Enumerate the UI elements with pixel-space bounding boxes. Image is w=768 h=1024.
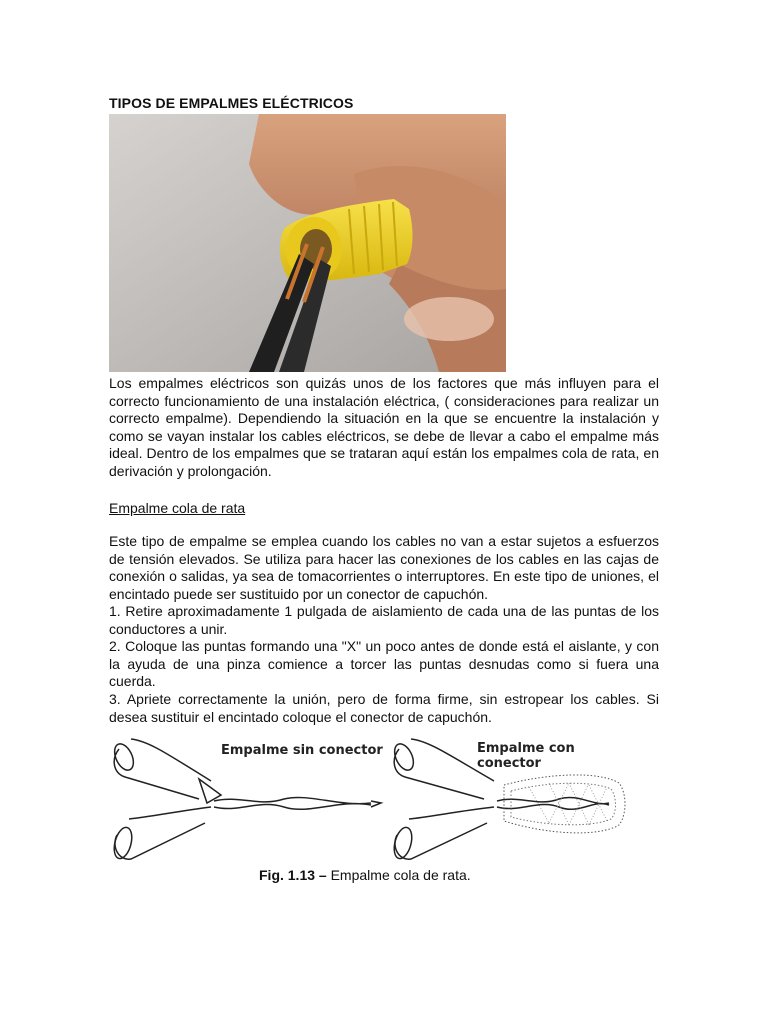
splice-figure bbox=[109, 737, 629, 865]
figure-label-left: Empalme sin conector bbox=[221, 743, 383, 758]
caption-text: Empalme cola de rata. bbox=[326, 867, 471, 883]
intro-paragraph: Los empalmes eléctricos son quizás unos de los factores que más influyen para el correcto funcionamiento de una instalación eléctrica, ( consideraciones para realizar un correcto empalme). Dependiendo la situación en la que se encuentre la instalación y como se vayan instalar los cables eléctricos, se debe de llevar a cabo el empalme más ideal. Dentro de los empalmes que se trataran aquí están los empalmes cola de rata, en derivación y prolongación. bbox=[109, 375, 659, 479]
section-paragraph: Este tipo de empalme se emplea cuando los cables no van a estar sujetos a esfuerzos de tensión elevados. Se utiliza para hacer las conexiones de los cables en las cajas de conexión o salidas, ya sea de tomacorrientes o interruptores. En este tipo de uniones, el encintado puede ser sustituido por un conector de capuchón. bbox=[109, 533, 659, 602]
section-title: Empalme cola de rata bbox=[109, 500, 246, 516]
figure-label-right: Empalme con conector bbox=[477, 741, 575, 771]
steps-list bbox=[109, 603, 659, 726]
figure-caption bbox=[259, 867, 471, 883]
step-item: 3. Apriete correctamente la unión, pero de forma firme, sin estropear los cables. Si desea sustituir el encintado coloque el conector de capuchón. bbox=[109, 690, 659, 725]
step-item: 1. Retire aproximadamente 1 pulgada de aislamiento de cada una de las puntas de los conductores a unir. bbox=[109, 603, 659, 637]
photo-wire-connector bbox=[109, 114, 506, 372]
step-item: 2. Coloque las puntas formando una "X" un poco antes de donde está el aislante, y con la ayuda de una pinza comience a torcer las puntas desnudas como si fuera una cuerda. bbox=[109, 638, 659, 690]
document-title: TIPOS DE EMPALMES ELÉCTRICOS bbox=[109, 95, 354, 111]
caption-number: Fig. 1.13 – bbox=[259, 867, 327, 883]
